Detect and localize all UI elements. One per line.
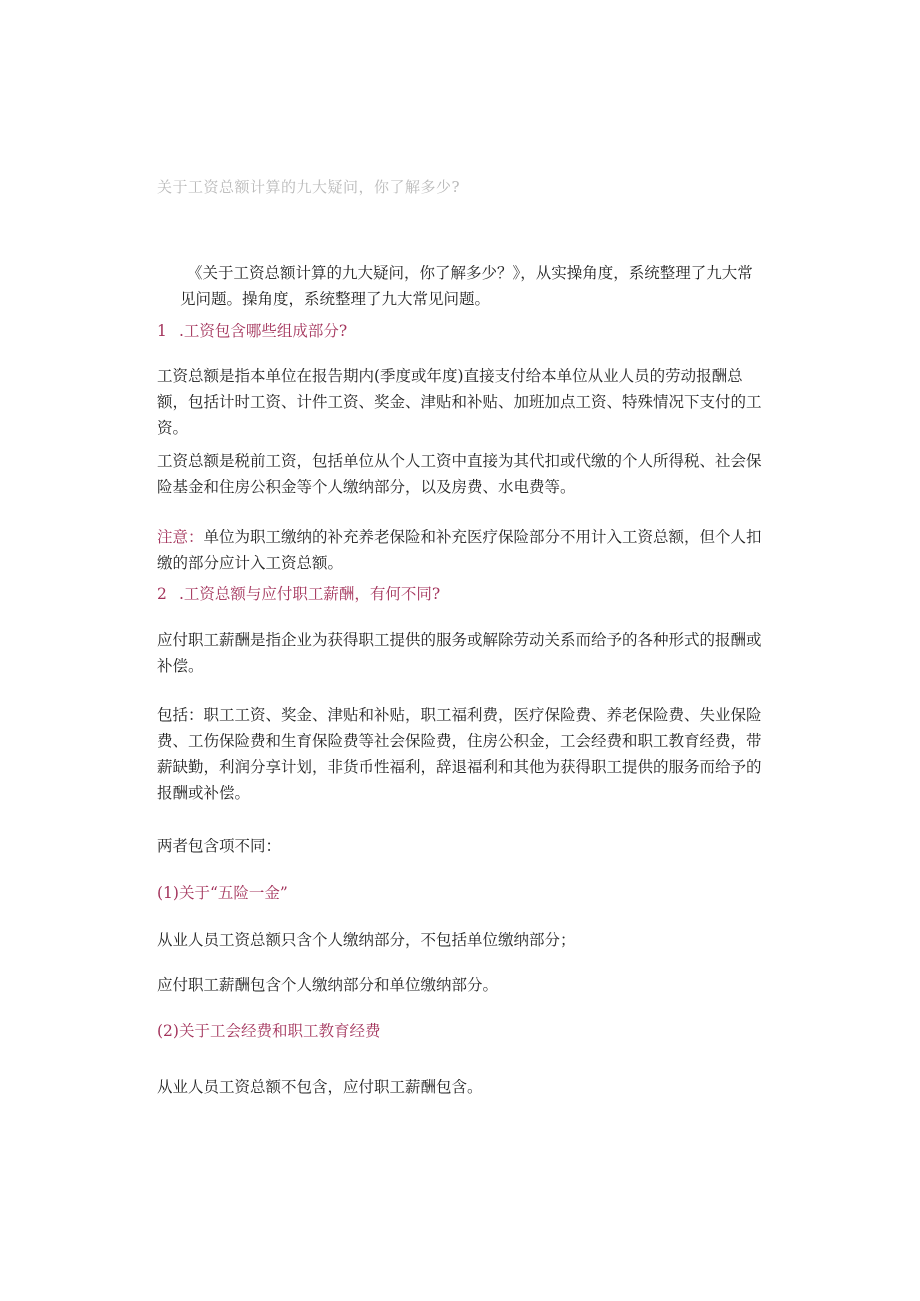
- note-label: 注意：: [157, 528, 204, 546]
- question-1-note: [157, 524, 769, 576]
- question-2-title: .工资总额与应付职工薪酬，有何不同?: [179, 585, 441, 603]
- subsection-2-title: (2)关于工会经费和职工教育经费: [157, 1022, 381, 1040]
- question-2-paragraph-1: 应付职工薪酬是指企业为获得职工提供的服务或解除劳动关系而给予的各种形式的报酬或补偿。: [157, 631, 762, 675]
- question-2-heading: [157, 581, 769, 607]
- question-2-paragraph-2: 包括：职工工资、奖金、津贴和补贴，职工福利费，医疗保险费、养老保险费、失业保险费、工伤保险费和生育保险费等社会保险费，住房公积金，工会经费和职工教育经费，带薪缺勤，利润分享计划，非货币性福利，辞退福利和其他为获得职工提供的服务而给予的报酬或补偿。: [157, 706, 762, 802]
- document-title: 关于工资总额计算的九大疑问，你了解多少?: [157, 178, 461, 196]
- subsection-1-paragraph-2: 应付职工薪酬包含个人缴纳部分和单位缴纳部分。: [157, 976, 499, 994]
- question-1-number: 1: [157, 322, 167, 340]
- note-text: 单位为职工缴纳的补充养老保险和补充医疗保险部分不用计入工资总额，但个人扣缴的部分应计入工资总额。: [157, 528, 762, 572]
- question-2-paragraph-3: 两者包含项不同：: [157, 837, 282, 855]
- question-1-paragraph-1: 工资总额是指本单位在报告期内(季度或年度)直接支付给本单位从业人员的劳动报酬总额，包括计时工资、计件工资、奖金、津贴和补贴、加班加点工资、特殊情况下支付的工资。: [157, 367, 762, 437]
- intro-paragraph-continued: [157, 286, 769, 312]
- question-2-number: 2: [157, 585, 167, 603]
- intro-paragraph: [157, 260, 769, 286]
- intro-line-1: 《关于工资总额计算的九大疑问，你了解多少？》，从实操角度，系统整理了九大常: [187, 264, 753, 282]
- intro-line-2: 见问题。操角度，系统整理了九大常见问题。: [180, 290, 491, 308]
- question-1-heading: [157, 318, 769, 344]
- subsection-1-title: (1)关于“五险一金”: [157, 884, 288, 902]
- subsection-1-paragraph-1: 从业人员工资总额只含个人缴纳部分，不包括单位缴纳部分；: [157, 931, 576, 949]
- subsection-2-paragraph-1: 从业人员工资总额不包含，应付职工薪酬包含。: [157, 1078, 483, 1096]
- question-1-title: .工资包含哪些组成部分?: [179, 322, 348, 340]
- question-1-paragraph-2: 工资总额是税前工资，包括单位从个人工资中直接为其代扣或代缴的个人所得税、社会保险基金和住房公积金等个人缴纳部分，以及房费、水电费等。: [157, 452, 762, 496]
